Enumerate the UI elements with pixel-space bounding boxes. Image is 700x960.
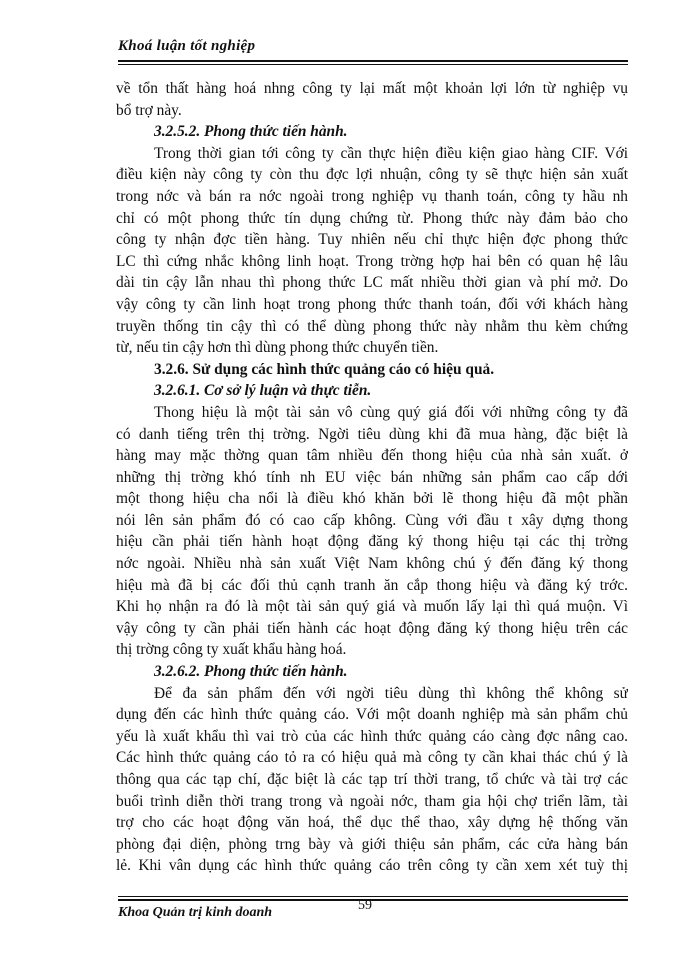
text-line: bổ trợ này. [116, 101, 182, 119]
page-header [118, 38, 628, 62]
text-line: vậy công ty cần phải tiến hành các hoạt động đăng ký thong hiệu trên các [116, 619, 628, 637]
text-line: Các hình thức quảng cáo tỏ ra có hiệu quả mà công ty cần khai thác chú ý là [116, 749, 628, 767]
text-line: phòng đại diện, phòng trng bày và giới thiệu sản phẩm, các cửa hàng bán [116, 835, 628, 853]
header-rule [118, 60, 628, 62]
section-heading: 3.2.5.2. Phong thức tiến hành. [154, 123, 348, 141]
text-line: Để đa sản phẩm đến với ngời tiêu dùng thì không thể không sử [154, 684, 628, 702]
text-line: một thong hiệu cha nổi là điều khó khăn bởi lẽ thong hiệu đã một phần [116, 490, 628, 508]
page-footer [118, 896, 628, 926]
text-line: những thị trờng khó tính nh EU việc bán những sản phẩm cao cấp dới [116, 468, 628, 486]
section-heading: 3.2.6.2. Phong thức tiến hành. [154, 663, 348, 681]
text-line: Thong hiệu là một tài sản vô cùng quý giá đối với những công ty đã [154, 403, 628, 421]
text-line: buổi trình diễn thời trang trong và ngoài nớc, tham gia hội chợ triển lãm, tài [116, 792, 628, 810]
body-text [116, 78, 628, 877]
header-title: Khoá luận tốt nghiệp [118, 38, 256, 54]
text-line: từ, nếu tin cậy hơn thì dùng phong thức chuyển tiền. [116, 339, 439, 357]
footer-rule-thin [118, 896, 628, 897]
text-line: nói lên sản phẩm đó có cao cấp không. Cùng với đầu t xây dựng thong [116, 511, 628, 529]
header-rule-thin [118, 64, 628, 65]
section-heading: 3.2.6.1. Cơ sở lý luận và thực tiễn. [154, 382, 372, 400]
text-line: thị trờng công ty xuất khẩu hàng hoá. [116, 641, 347, 659]
text-line: có danh tiếng trên thị trờng. Ngời tiêu dùng khi đã mua hàng, đặc biệt là [116, 425, 628, 443]
text-line: thông qua các tạp chí, đặc biệt là các tạp trí thời trang, tổ chức và tài trợ các [116, 771, 628, 788]
text-line: vậy công ty cần linh hoạt trong phong thức thanh toán, đối với khách hàng [116, 295, 628, 313]
text-line: trợ cho các hoạt động văn hoá, thể dục thể thao, xây dựng hệ thống văn [116, 814, 628, 832]
text-line: trong nớc và bán ra nớc ngoài trong nghiệp vụ thanh toán, công ty hầu nh [116, 187, 628, 205]
footer-faculty: Khoa Quản trị kinh doanh [118, 905, 273, 920]
section-heading: 3.2.6. Sử dụng các hình thức quảng cáo có hiệu quả. [154, 360, 495, 378]
text-line: Trong thời gian tới công ty cần thực hiện điều kiện giao hàng CIF. Với [154, 144, 628, 162]
text-line: nớc ngoài. Nhiều nhà sản xuất Việt Nam không chú ý đến đăng ký thong [116, 555, 628, 573]
text-line: lẻ. Khi vân dụng các hình thức quảng cáo trên công ty cần xem xét tuỳ thị [116, 857, 628, 875]
text-line: hàng may mặc thờng quan tâm nhiều đến thong hiệu của nhà sản xuất. ở [116, 447, 628, 465]
text-line: dài tin cậy lẫn nhau thì phong thức LC mất nhiều thời gian và phí mở. Do [116, 274, 628, 292]
text-line: yếu là xuất khẩu thì vai trò của các hình thức quảng cáo càng đợc nâng cao. [116, 727, 628, 745]
text-line: LC thì cứng nhắc không linh hoạt. Trong trờng hợp hai bên có quan hệ lâu [116, 252, 628, 270]
text-line: dụng đến các hình thức quảng cáo. Với một doanh nghiệp mà sản phẩm chủ [116, 706, 628, 724]
text-line: công ty nhận đợc tiền hàng. Tuy nhiên nếu chỉ thực hiện đợc phong thức [116, 231, 628, 249]
text-line: chỉ có một phong thức tín dụng chứng từ. Phong thức này đảm bảo cho [116, 209, 628, 227]
text-line: về tổn thất hàng hoá nhng công ty lại mất một khoản lợi lớn từ nghiệp vụ [116, 80, 628, 97]
footer-rule [118, 899, 628, 901]
text-line: điều kiện này công ty còn thu đợc lợi nhuận, công ty sẽ thực hiện sản xuất [116, 166, 628, 184]
text-line: Khi họ nhận ra đó là một tài sản quý giá và muốn lấy lại thì quá muộn. Vì [116, 598, 628, 616]
page-number: 59 [358, 898, 372, 913]
text-line: truyền thống tin cậy thì có thể dùng phong thức này nhằm thu kèm chứng [116, 317, 628, 335]
text-line: hiệu mà đã bị các đối thủ cạnh tranh ăn cắp thong hiệu và đăng ký trớc. [116, 576, 628, 594]
text-line: hiệu cần phải tiến hành hoạt động đăng ký thong hiệu tại các thị trờng [116, 533, 628, 551]
